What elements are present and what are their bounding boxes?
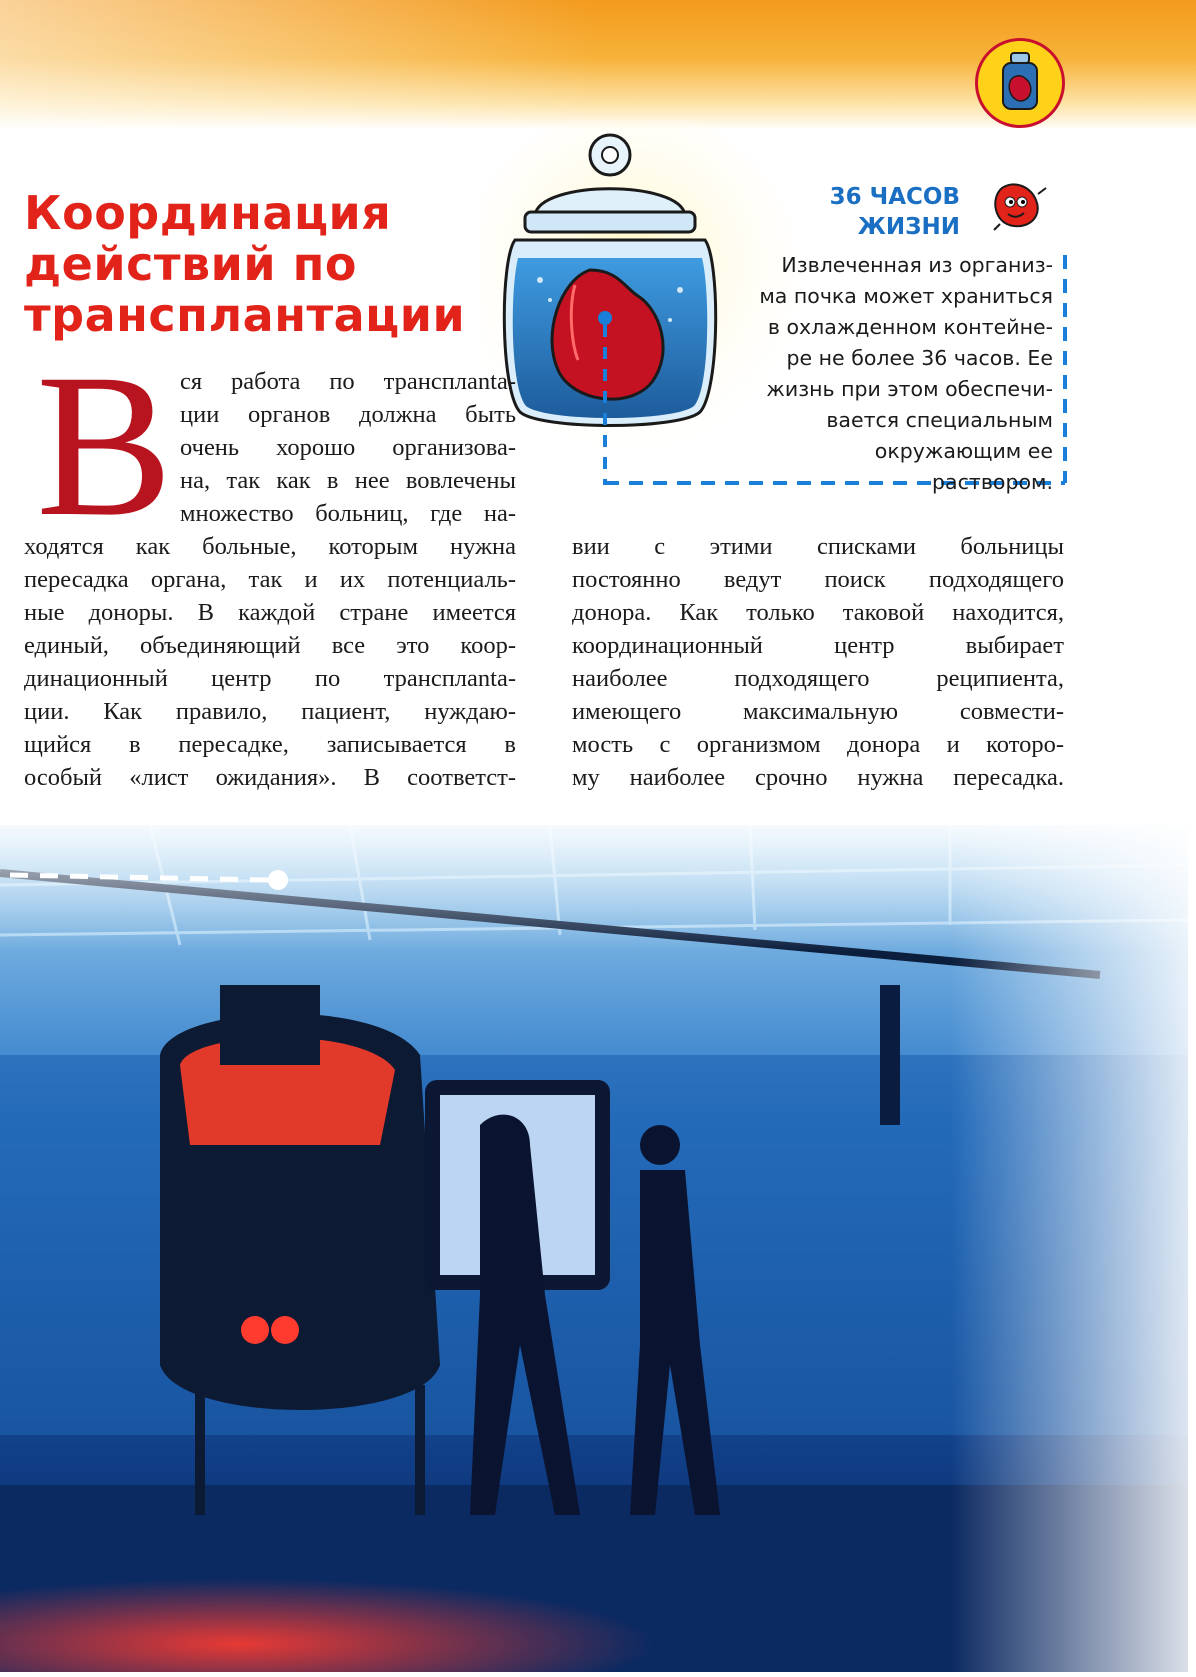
sidebar-title	[830, 182, 960, 242]
title-line: Координация	[24, 186, 392, 240]
body-line: особый «лист ожидания». В соответст-	[24, 764, 516, 791]
body-line: ся работа по трансплanta-	[180, 368, 516, 395]
sidebar-title-line: ЖИЗНИ	[857, 214, 960, 240]
body-line: наиболее подходящего реципиента,	[572, 665, 1064, 692]
sidebar-text-line: в охлажденном контейне-	[767, 315, 1053, 339]
body-line: множество больниц, где на-	[180, 500, 516, 527]
body-line: донора. Как только таковой находится,	[572, 599, 1064, 626]
body-line: ные доноры. В каждой стране имеется	[24, 599, 516, 626]
body-line: вии с этими списками больницы	[572, 533, 1064, 560]
cartoon-kidney-mascot-icon	[990, 180, 1050, 234]
body-line: ции. Как правило, пациент, нуждаю-	[24, 698, 516, 725]
body-line: единый, объединяющий все это коор-	[24, 632, 516, 659]
sidebar-text-line: окружающим ее	[874, 439, 1053, 463]
body-line: координационный центр выбирает	[572, 632, 1064, 659]
body-line: му наиболее срочно нужна пересадка.	[572, 764, 1064, 791]
body-line: имеющего максимальную совмести-	[572, 698, 1064, 725]
body-line: щийся в пересадке, записывается в	[24, 731, 516, 758]
sidebar-text-line: ре не более 36 часов. Ее	[786, 346, 1053, 370]
sidebar-text-line: ма почка может храниться	[759, 284, 1053, 308]
body-line: пересадка органа, так и их потенциаль-	[24, 566, 516, 593]
sidebar-text-line: вается специальным	[826, 408, 1053, 432]
body-line: ции органов должна быть	[180, 401, 516, 428]
body-line: мость с организмом донора и которо-	[572, 731, 1064, 758]
sidebar-title-line: 36 ЧАСОВ	[829, 184, 960, 210]
top-band-fade	[0, 0, 600, 130]
body-line: динационный центр по трансплanta-	[24, 665, 516, 692]
body-line: ходятся как больные, которым нужна	[24, 533, 516, 560]
helicopter-hangar-photo	[0, 825, 1188, 1672]
body-line: очень хорошо организова-	[180, 434, 516, 461]
sidebar-text-line: жизнь при этом обеспечи-	[766, 377, 1053, 401]
drop-cap: В	[36, 332, 173, 559]
title-line: действий по	[24, 237, 357, 291]
sidebar-text-line: раствором.	[932, 470, 1053, 494]
kidney-jar-icon	[975, 38, 1065, 128]
sidebar-text	[735, 250, 1053, 498]
body-line: на, так как в нее вовлечены	[180, 467, 516, 494]
page-title	[24, 188, 494, 341]
body-line: постоянно ведут поиск подходящего	[572, 566, 1064, 593]
sidebar-text-line: Извлеченная из организ-	[781, 253, 1053, 277]
title-line: трансплантации	[24, 288, 466, 342]
